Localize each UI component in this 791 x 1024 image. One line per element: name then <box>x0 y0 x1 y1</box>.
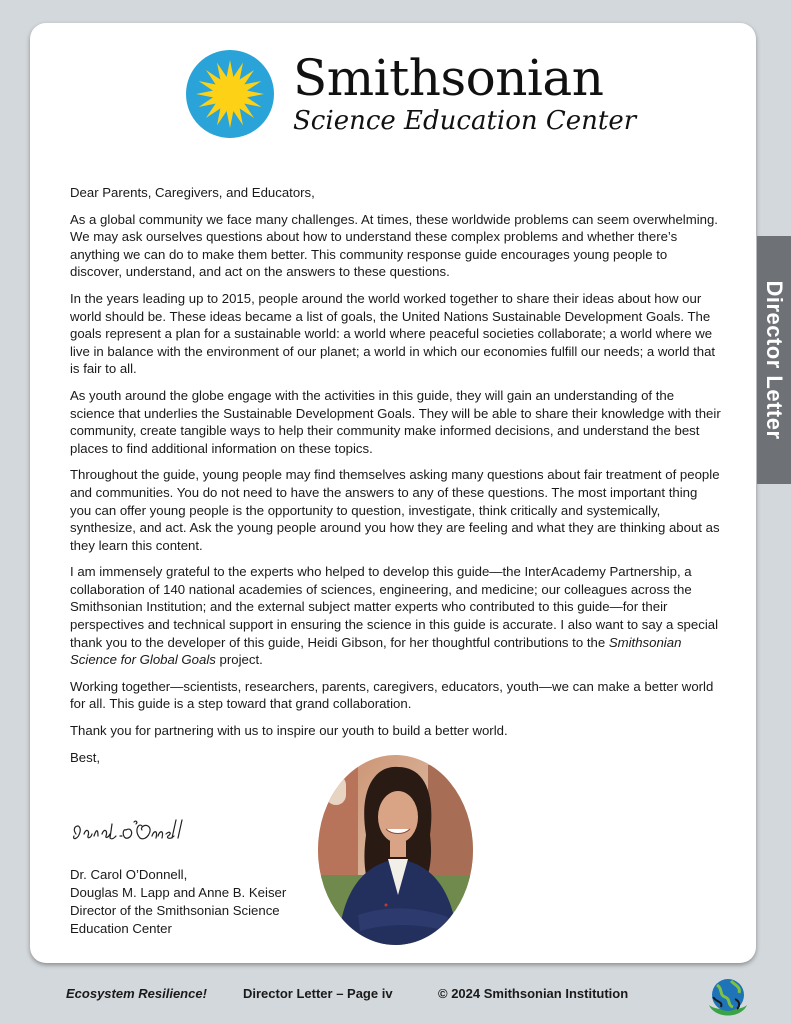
paragraph-5-main: I am immensely grateful to the experts who helped to develop this guide—the InterAcademy Partnership, a collaboration of 140 national academies of sciences, engineering, and medicine; our colleagues across the Smithsonian Institution; and the external subject matter experts who contributed to this guide—for their perspectives and technical support in ensuring the science in this guide is accurate. I also want to say a special thank you to the developer of this guide, Heidi Gibson, for her thoughtful contributions to the <box>70 564 719 650</box>
paragraph-1: As a global community we face many challenges. At times, these worldwide problems can seem overwhelming. We may ask ourselves questions about how to understand these complex problems and whether there’s anything we can do to make them better. This community response guide encourages young people to discover, understand, and act on the answers to these questions. <box>70 211 718 280</box>
signer-title-line-1: Douglas M. Lapp and Anne B. Keiser <box>70 885 287 900</box>
footer-guide-title: Ecosystem Resilience! <box>66 986 207 1001</box>
signature-block <box>70 866 286 938</box>
org-subtitle: Science Education Center <box>293 106 637 136</box>
page-footer <box>0 986 791 1006</box>
paragraph-2: In the years leading up to 2015, people around the world worked together to share their ideas about how our world should be. These ideas became a list of goals, the United Nations Sustainable Development Goals. The goals represent a plan for a sustainable world: a world where peaceful societies collaborate; a world where we live in balance with the environment of our planet; a world in which our economies fulfill our needs; a world that is fair to all. <box>70 290 716 377</box>
paragraph-3: As youth around the globe engage with the activities in this guide, they will gain an understanding of the science that underlies the Sustainable Development Goals. They will be able to share their knowledge with their community, create tangible ways to help their community make informed decisions, and understand the best places to find additional information on these topics. <box>70 387 721 456</box>
director-portrait <box>318 755 473 945</box>
org-name: Smithsonian <box>293 49 604 107</box>
paragraph-7: Thank you for partnering with us to inspire our youth to build a better world. <box>70 723 508 739</box>
paragraph-5 <box>70 563 722 669</box>
letter-body <box>70 184 722 775</box>
paragraph-6: Working together—scientists, researchers, parents, caregivers, educators, youth—we can make a better world for all. This guide is a step toward that grand collaboration. <box>70 678 714 712</box>
paragraph-5-end: project. <box>215 652 263 668</box>
paragraph-4: Throughout the guide, young people may find themselves asking many questions about fair treatment of people and communities. You do not need to have the answers to any of these questions. The most important thing you can offer young people is the opportunity to question, investigate, think critically and systemically, synthesize, and act. Ask the young people around you how they are feeling and what they are thinking about as they learn this content. <box>70 467 720 553</box>
signer-name: Dr. Carol O’Donnell, <box>70 867 188 882</box>
project-name: Smithsonian Science for Global Goals <box>70 634 682 668</box>
handwritten-signature <box>68 816 188 848</box>
smithsonian-sun-icon <box>185 49 275 139</box>
greeting: Dear Parents, Caregivers, and Educators, <box>70 185 315 200</box>
footer-copyright: © 2024 Smithsonian Institution <box>438 986 629 1001</box>
footer-page-label: Director Letter – Page iv <box>243 986 393 1001</box>
signer-title-line-3: Education Center <box>70 921 172 936</box>
closing: Best, <box>70 749 101 765</box>
side-tab-label: Director Letter <box>762 280 787 440</box>
signer-title-line-2: Director of the Smithsonian Science <box>70 903 280 918</box>
global-goals-globe-icon <box>705 975 751 1021</box>
